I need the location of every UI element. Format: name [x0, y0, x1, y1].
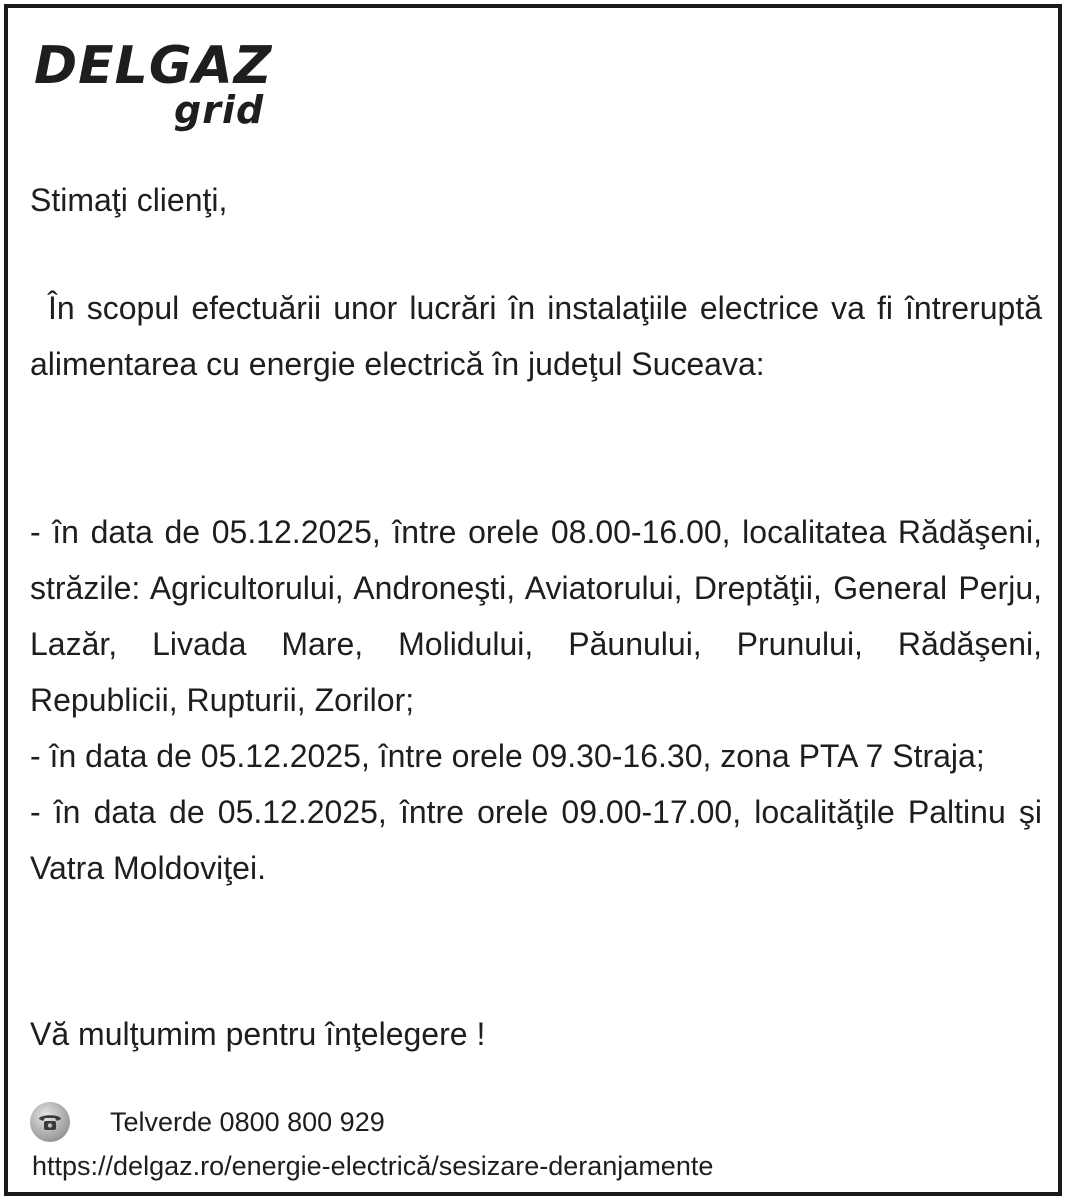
- outage-item: - în data de 05.12.2025, între orele 08.00-16.00, localitatea Rădăşeni, străzile: Agricultorului, Androneşti, Aviatorului, Dreptăţii, General Perju, Lazăr, Livada Mare, Molidului, Păunului, Prunului, Rădăşeni, Republicii, Rupturii, Zorilor;: [30, 514, 1042, 718]
- website-url[interactable]: https://delgaz.ro/energie-electrică/sesizare-deranjamente: [32, 1151, 714, 1181]
- thanks-line: Vă mulţumim pentru înţelegere !: [30, 1016, 486, 1052]
- logo-sub: grid: [174, 88, 265, 132]
- phone-icon: [30, 1102, 70, 1142]
- intro-paragraph: În scopul efectuării unor lucrări în instalaţiile electrice va fi întreruptă alimentarea cu energie electrică în judeţul Suceava:: [30, 290, 1042, 382]
- phone-contact: [30, 1100, 385, 1144]
- outage-item: - în data de 05.12.2025, între orele 09.00-17.00, localităţile Paltinu şi Vatra Moldoviţei.: [30, 794, 1042, 886]
- greeting: Stimaţi clienţi,: [30, 182, 228, 218]
- logo-brand: DELGAZ: [34, 36, 273, 96]
- delgaz-grid-logo: [34, 36, 284, 136]
- phone-number: Telverde 0800 800 929: [110, 1106, 385, 1137]
- notice-frame: [4, 4, 1062, 1196]
- outage-item: - în data de 05.12.2025, între orele 09.30-16.30, zona PTA 7 Straja;: [30, 738, 985, 774]
- outage-list: [30, 504, 1042, 896]
